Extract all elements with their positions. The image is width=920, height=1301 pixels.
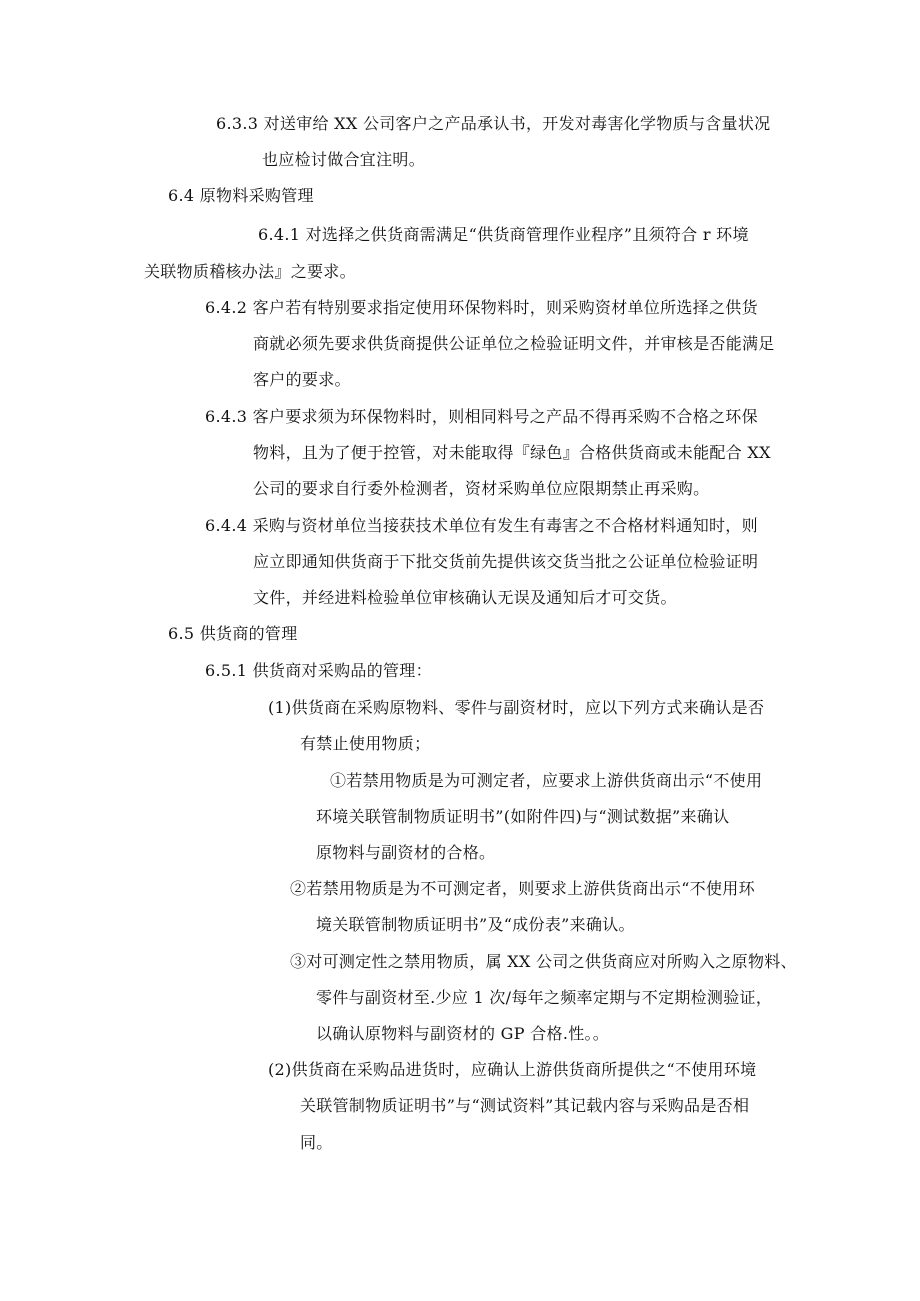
subitem-2-line-2: 境关联管制物质证明书”及“成份表”来确认。	[316, 915, 635, 934]
subitem-1-line-2: 环境关联管制物质证明书”(如附件四)与“测试数据”来确认	[316, 807, 730, 826]
clause-6-4-2-line-2: 商就必须先要求供货商提供公证单位之检验证明文件，并审核是否能满足	[253, 334, 775, 353]
item-2-line-1: (2)供货商在采购品进货时，应确认上游供货商所提供之“不使用环境	[268, 1060, 757, 1079]
clause-6-4-4-line-2: 应立即通知供货商于下批交货前先提供该交货当批之公证单位检验证明	[253, 552, 759, 571]
item-1-line-1: (1)供货商在采购原物料、零件与副资材时，应以下列方式来确认是否	[268, 698, 765, 717]
subitem-1-line-1: ①若禁用物质是为可测定者，应要求上游供货商出示“不使用	[330, 771, 763, 790]
item-2-line-2: 关联管制物质证明书”与“测试资料”其记载内容与采购品是否相	[300, 1096, 750, 1115]
clause-6-4-2-line-1: 6.4.2 客户若有特别要求指定使用环保物料时，则采购资材单位所选择之供货	[205, 298, 758, 317]
section-6-5-heading: 6.5 供货商的管理	[168, 624, 298, 643]
clause-6-4-4-line-3: 文件，并经进料检验单位审核确认无误及通知后才可交货。	[253, 588, 677, 607]
clause-6-4-2-line-3: 客户的要求。	[253, 370, 351, 389]
section-6-4-heading: 6.4 原物料采购管理	[168, 186, 314, 205]
item-2-line-3: 同。	[300, 1133, 333, 1152]
subitem-3-line-2: 零件与副资材至.少应 1 次/每年之频率定期与不定期检测验证，	[316, 988, 773, 1007]
clause-6-3-3-line-2: 也应检讨做合宜注明。	[262, 150, 426, 169]
clause-6-5-1-heading: 6.5.1 供货商对采购品的管理：	[205, 661, 432, 680]
subitem-2-line-1: ②若禁用物质是为不可测定者，则要求上游供货商出示“不使用环	[290, 879, 755, 898]
clause-6-4-3-line-2: 物料，且为了便于控管，对未能取得『绿色』合格供货商或未能配合 XX	[253, 443, 771, 462]
item-1-line-2: 有禁止使用物质；	[300, 734, 431, 753]
subitem-3-line-3: 以确认原物料与副资材的 GP 合格.性。。	[316, 1024, 610, 1043]
subitem-3-line-1: ③对可测定性之禁用物质，属 XX 公司之供货商应对所购入之原物料、	[290, 952, 797, 971]
clause-6-4-1-line-1: 6.4.1 对选择之供货商需满足“供货商管理作业程序”且须符合 r 环境	[258, 225, 749, 244]
clause-6-3-3-line-1: 6.3.3 对送审给 XX 公司客户之产品承认书，开发对毒害化学物质与含量状况	[216, 114, 771, 133]
clause-6-4-4-line-1: 6.4.4 采购与资材单位当接获技术单位有发生有毒害之不合格材料通知时，则	[205, 516, 758, 535]
clause-6-4-3-line-3: 公司的要求自行委外检测者，资材采购单位应限期禁止再采购。	[253, 479, 710, 498]
clause-6-4-1-line-2: 关联物质稽核办法』之要求。	[144, 262, 356, 281]
subitem-1-line-3: 原物料与副资材的合格。	[316, 843, 496, 862]
clause-6-4-3-line-1: 6.4.3 客户要求须为环保物料时，则相同料号之产品不得再采购不合格之环保	[205, 407, 758, 426]
